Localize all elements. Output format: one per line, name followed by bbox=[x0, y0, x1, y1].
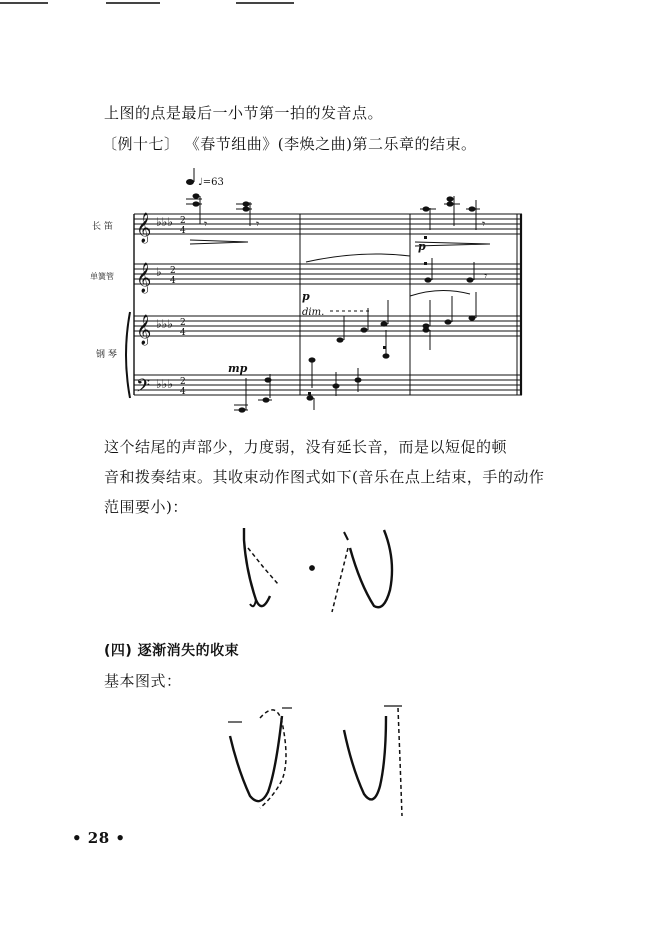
svg-text:𝄾: 𝄾 bbox=[484, 269, 488, 283]
tempo-marking: ♩=63 bbox=[198, 177, 224, 188]
dynamic-p: p bbox=[302, 290, 310, 303]
svg-text:𝄞: 𝄞 bbox=[136, 315, 152, 345]
staff-flute bbox=[134, 214, 522, 234]
paragraph-line-2: 音和拨奏结束。其收束动作图式如下(音乐在点上结束，手的动作 bbox=[104, 468, 545, 486]
conducting-figure-1 bbox=[244, 528, 392, 612]
text-line-basic-pattern: 基本图式： bbox=[104, 672, 182, 690]
svg-text:𝄢: 𝄢 bbox=[136, 376, 151, 401]
svg-text:4: 4 bbox=[180, 226, 186, 236]
svg-text:𝄞: 𝄞 bbox=[136, 263, 152, 293]
dynamic-dim: dim. bbox=[302, 307, 325, 318]
svg-text:𝄾: 𝄾 bbox=[482, 217, 486, 231]
page-number: • 28 • bbox=[72, 829, 126, 847]
svg-text:2: 2 bbox=[180, 216, 186, 226]
svg-text:4: 4 bbox=[180, 387, 186, 397]
svg-text:♭♭♭: ♭♭♭ bbox=[156, 377, 173, 391]
svg-text:♭♭♭: ♭♭♭ bbox=[156, 317, 173, 331]
dynamic-mp: mp bbox=[228, 362, 248, 375]
svg-text:2: 2 bbox=[180, 318, 186, 328]
svg-text:4: 4 bbox=[180, 328, 186, 338]
paragraph-line-1: 这个结尾的声部少，力度弱，没有延长音，而是以短促的顿 bbox=[104, 438, 508, 456]
instrument-piano: 钢 琴 bbox=[96, 350, 117, 360]
svg-text:♭♭♭: ♭♭♭ bbox=[156, 215, 173, 229]
section-heading: (四) 逐渐消失的收束 bbox=[104, 643, 240, 659]
staff-clarinet bbox=[134, 264, 522, 284]
conducting-figure-2 bbox=[228, 706, 402, 816]
instrument-clarinet: 单簧管 bbox=[90, 272, 114, 281]
text-line-1: 上图的点是最后一小节第一拍的发音点。 bbox=[104, 104, 384, 122]
staff-piano-treble bbox=[134, 316, 522, 336]
dynamic-p-2: p bbox=[418, 240, 426, 253]
staff-piano-bass bbox=[134, 375, 522, 395]
svg-text:2: 2 bbox=[180, 377, 186, 387]
paragraph-line-3: 范围要小)： bbox=[104, 498, 188, 516]
instrument-flute: 长 笛 bbox=[92, 222, 113, 232]
svg-text:4: 4 bbox=[170, 276, 176, 286]
svg-text:𝄞: 𝄞 bbox=[136, 213, 152, 243]
svg-text:♭: ♭ bbox=[156, 265, 162, 279]
example-caption: 〔例十七〕 《春节组曲》(李焕之曲)第二乐章的结束。 bbox=[102, 135, 477, 153]
svg-text:2: 2 bbox=[170, 266, 176, 276]
svg-text:𝄾: 𝄾 bbox=[204, 217, 208, 231]
svg-text:𝄾: 𝄾 bbox=[256, 217, 260, 231]
